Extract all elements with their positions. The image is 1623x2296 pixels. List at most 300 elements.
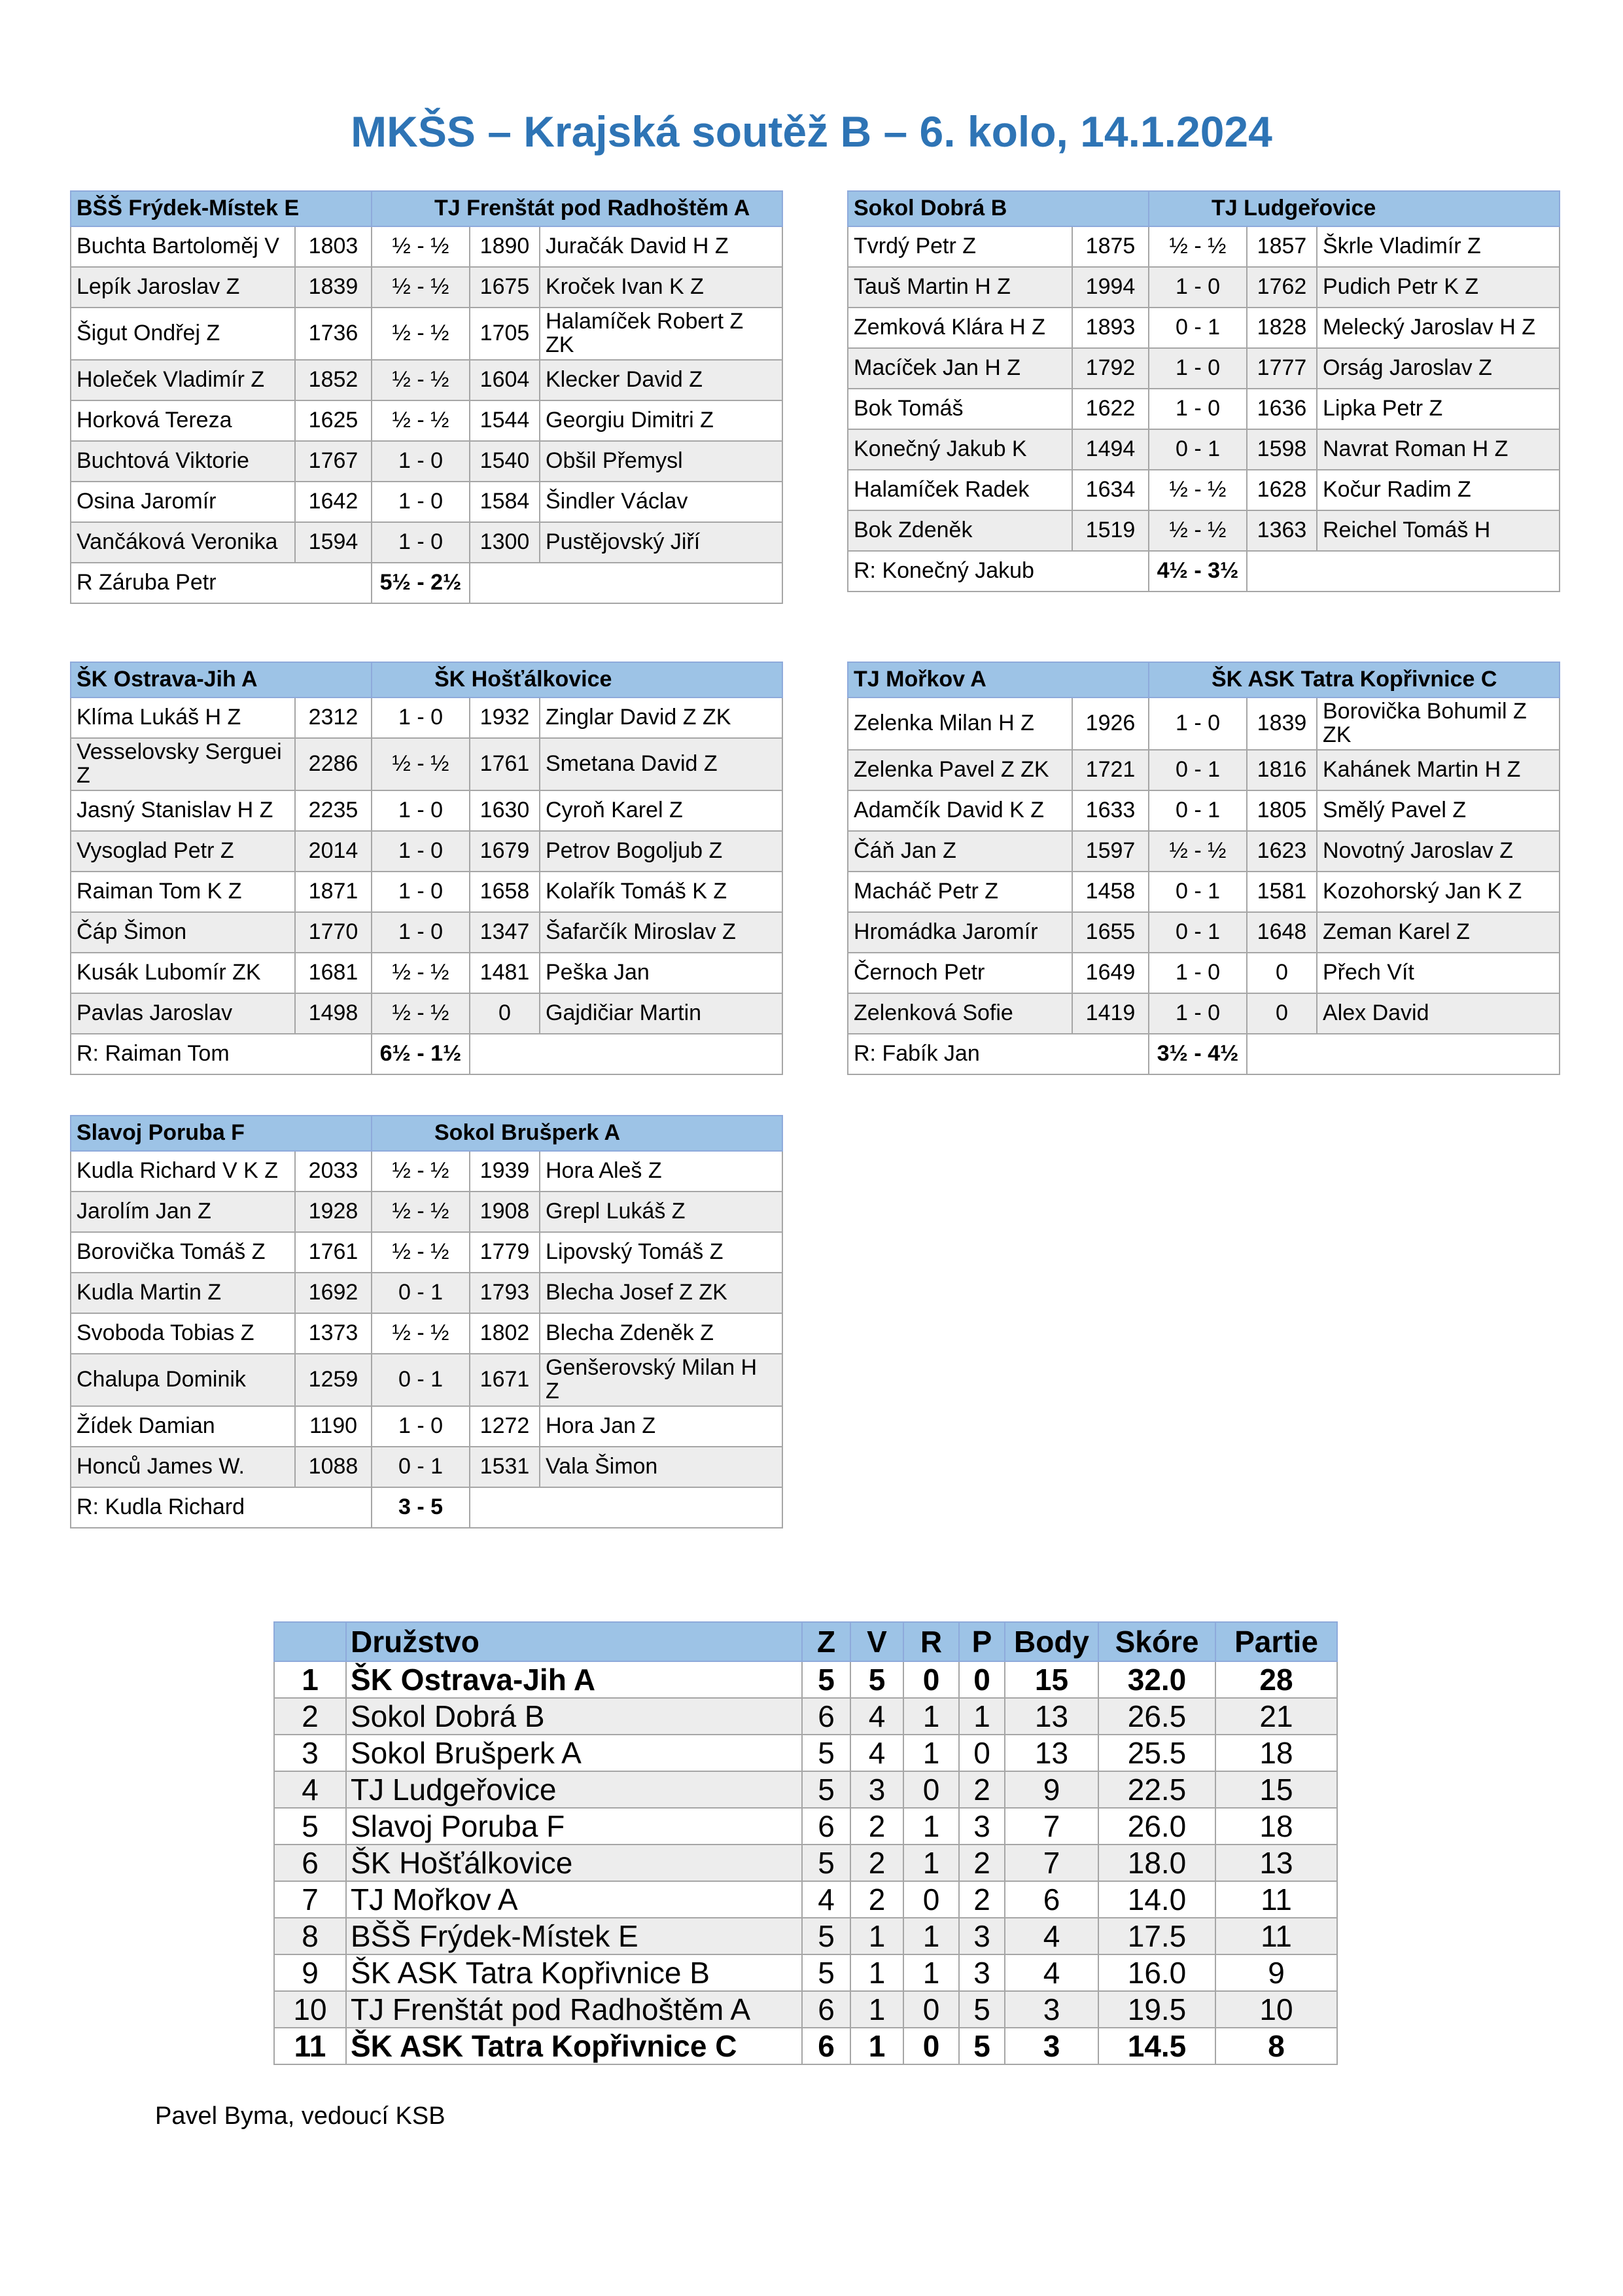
away-player: Georgiu Dimitri Z — [540, 400, 782, 441]
away-player: Pustějovský Jiří — [540, 522, 782, 563]
away-player: Grepl Lukáš Z — [540, 1192, 782, 1232]
home-player: Čáň Jan Z — [848, 831, 1072, 872]
draws: 0 — [903, 1991, 959, 2028]
board-row — [848, 308, 1560, 348]
team-name: ŠK ASK Tatra Kopřivnice B — [346, 1954, 802, 1991]
board-result: ½ - ½ — [372, 308, 470, 360]
board-row — [848, 389, 1560, 429]
match-header-row — [848, 662, 1560, 698]
home-rating: 1519 — [1072, 510, 1149, 551]
home-rating: 1875 — [1072, 226, 1149, 267]
home-rating: 2014 — [295, 831, 372, 872]
board-row — [71, 441, 782, 482]
away-player: Kolařík Tomáš K Z — [540, 872, 782, 912]
away-player: Kočur Radim Z — [1317, 470, 1560, 510]
away-rating: 1857 — [1247, 226, 1317, 267]
board-result: 1 - 0 — [372, 790, 470, 831]
score: 25.5 — [1098, 1735, 1215, 1771]
away-rating: 1793 — [470, 1273, 540, 1313]
home-player: Zelenka Milan H Z — [848, 698, 1072, 750]
board-row — [848, 872, 1560, 912]
board-result: ½ - ½ — [1149, 831, 1247, 872]
board-result: 0 - 1 — [1149, 308, 1247, 348]
losses: 3 — [959, 1918, 1005, 1954]
away-player: Kahánek Martin H Z — [1317, 750, 1560, 790]
match-header-row — [71, 191, 782, 226]
home-player: Jasný Stanislav H Z — [71, 790, 295, 831]
away-player: Petrov Bogoljub Z — [540, 831, 782, 872]
board-result: 0 - 1 — [1149, 912, 1247, 953]
away-player: Pudich Petr K Z — [1317, 267, 1560, 308]
team-rank: 8 — [274, 1918, 346, 1954]
away-player: Melecký Jaroslav H Z — [1317, 308, 1560, 348]
home-rating: 2235 — [295, 790, 372, 831]
points: 13 — [1005, 1735, 1098, 1771]
home-player: Tauš Martin H Z — [848, 267, 1072, 308]
board-result: ½ - ½ — [372, 1232, 470, 1273]
away-player: Navrat Roman H Z — [1317, 429, 1560, 470]
match-footer-row — [71, 1034, 782, 1074]
games: 28 — [1215, 1661, 1337, 1698]
home-rating: 1458 — [1072, 872, 1149, 912]
home-player: Kudla Martin Z — [71, 1273, 295, 1313]
away-rating: 1630 — [470, 790, 540, 831]
away-player: Šindler Václav — [540, 482, 782, 522]
home-rating: 2312 — [295, 698, 372, 738]
home-player: Chalupa Dominik — [71, 1354, 295, 1406]
away-team-name: TJ Ludgeřovice — [1149, 191, 1560, 226]
away-rating: 1540 — [470, 441, 540, 482]
points: 15 — [1005, 1661, 1098, 1698]
board-row — [71, 522, 782, 563]
losses: 2 — [959, 1771, 1005, 1808]
away-player: Hora Aleš Z — [540, 1151, 782, 1192]
losses: 1 — [959, 1698, 1005, 1735]
team-name: Slavoj Poruba F — [346, 1808, 802, 1845]
games: 11 — [1215, 1918, 1337, 1954]
wins: 2 — [850, 1845, 903, 1881]
away-rating: 1604 — [470, 360, 540, 400]
wins: 1 — [850, 1918, 903, 1954]
wins: 1 — [850, 1991, 903, 2028]
match-total: 4½ - 3½ — [1149, 551, 1247, 592]
away-rating: 1481 — [470, 953, 540, 993]
away-rating: 1584 — [470, 482, 540, 522]
team-name: TJ Mořkov A — [346, 1881, 802, 1918]
away-player: Alex David — [1317, 993, 1560, 1034]
home-player: Raiman Tom K Z — [71, 872, 295, 912]
board-row — [71, 1313, 782, 1354]
board-result: 1 - 0 — [372, 831, 470, 872]
board-result: 1 - 0 — [1149, 953, 1247, 993]
home-player: Macháč Petr Z — [848, 872, 1072, 912]
away-rating: 1300 — [470, 522, 540, 563]
match-footer-row — [71, 563, 782, 603]
match-table — [70, 190, 783, 604]
points: 3 — [1005, 1991, 1098, 2028]
home-rating: 1498 — [295, 993, 372, 1034]
board-row — [71, 1406, 782, 1447]
wins: 5 — [850, 1661, 903, 1698]
away-rating: 1671 — [470, 1354, 540, 1406]
home-player: Buchtová Viktorie — [71, 441, 295, 482]
wins: 3 — [850, 1771, 903, 1808]
home-player: Bok Zdeněk — [848, 510, 1072, 551]
board-row — [71, 831, 782, 872]
score-header: Skóre — [1098, 1622, 1215, 1661]
board-result: 1 - 0 — [372, 872, 470, 912]
team-rank: 4 — [274, 1771, 346, 1808]
points: 3 — [1005, 2028, 1098, 2064]
draws: 0 — [903, 1881, 959, 1918]
wins-header: V — [850, 1622, 903, 1661]
board-row — [71, 993, 782, 1034]
home-player: Holeček Vladimír Z — [71, 360, 295, 400]
draws: 0 — [903, 1771, 959, 1808]
board-result: 1 - 0 — [372, 482, 470, 522]
team-header: Družstvo — [346, 1622, 802, 1661]
board-row — [848, 698, 1560, 750]
home-rating: 2033 — [295, 1151, 372, 1192]
board-result: ½ - ½ — [372, 738, 470, 790]
games: 8 — [1215, 2028, 1337, 2064]
played: 5 — [802, 1661, 850, 1698]
score: 32.0 — [1098, 1661, 1215, 1698]
draws: 1 — [903, 1808, 959, 1845]
board-row — [71, 226, 782, 267]
away-player: Halamíček Robert Z ZK — [540, 308, 782, 360]
board-row — [71, 738, 782, 790]
home-rating: 1761 — [295, 1232, 372, 1273]
home-team-name: TJ Mořkov A — [848, 662, 1149, 698]
board-result: ½ - ½ — [1149, 470, 1247, 510]
home-player: Šigut Ondřej Z — [71, 308, 295, 360]
away-rating: 1932 — [470, 698, 540, 738]
board-row — [848, 790, 1560, 831]
team-rank: 10 — [274, 1991, 346, 2028]
board-row — [71, 1151, 782, 1192]
board-row — [71, 1192, 782, 1232]
score: 26.0 — [1098, 1808, 1215, 1845]
team-name: ŠK Ostrava-Jih A — [346, 1661, 802, 1698]
away-player: Kroček Ivan K Z — [540, 267, 782, 308]
home-player: Lepík Jaroslav Z — [71, 267, 295, 308]
board-result: ½ - ½ — [372, 1313, 470, 1354]
played: 5 — [802, 1918, 850, 1954]
losses: 5 — [959, 2028, 1005, 2064]
team-rank: 6 — [274, 1845, 346, 1881]
points: 13 — [1005, 1698, 1098, 1735]
wins: 1 — [850, 1954, 903, 1991]
board-result: 1 - 0 — [372, 441, 470, 482]
footer-blank — [470, 1487, 782, 1528]
board-row — [71, 308, 782, 360]
away-rating: 0 — [1247, 993, 1317, 1034]
games: 18 — [1215, 1808, 1337, 1845]
points: 9 — [1005, 1771, 1098, 1808]
board-row — [71, 790, 782, 831]
footer-blank — [1247, 1034, 1560, 1074]
footer-blank — [470, 1034, 782, 1074]
board-row — [848, 750, 1560, 790]
draws: 1 — [903, 1918, 959, 1954]
board-row — [848, 470, 1560, 510]
board-row — [71, 912, 782, 953]
games-header: Partie — [1215, 1622, 1337, 1661]
points: 4 — [1005, 1954, 1098, 1991]
board-row — [848, 831, 1560, 872]
referee: R: Fabík Jan — [848, 1034, 1149, 1074]
board-result: 1 - 0 — [372, 1406, 470, 1447]
away-rating: 1761 — [470, 738, 540, 790]
away-rating: 1658 — [470, 872, 540, 912]
board-result: 1 - 0 — [372, 522, 470, 563]
home-rating: 1893 — [1072, 308, 1149, 348]
board-row — [71, 872, 782, 912]
draws-header: R — [903, 1622, 959, 1661]
home-rating: 1926 — [1072, 698, 1149, 750]
home-player: Zelenka Pavel Z ZK — [848, 750, 1072, 790]
home-rating: 1088 — [295, 1447, 372, 1487]
played: 5 — [802, 1845, 850, 1881]
home-rating: 1642 — [295, 482, 372, 522]
away-player: Škrle Vladimír Z — [1317, 226, 1560, 267]
played: 6 — [802, 2028, 850, 2064]
standings-row — [274, 1881, 1337, 1918]
home-player: Adamčík David K Z — [848, 790, 1072, 831]
away-player: Zeman Karel Z — [1317, 912, 1560, 953]
board-result: 0 - 1 — [372, 1273, 470, 1313]
home-rating: 1259 — [295, 1354, 372, 1406]
home-player: Černoch Petr — [848, 953, 1072, 993]
team-rank: 1 — [274, 1661, 346, 1698]
team-rank: 5 — [274, 1808, 346, 1845]
match-header-row — [71, 1116, 782, 1151]
away-player: Smělý Pavel Z — [1317, 790, 1560, 831]
home-player: Horková Tereza — [71, 400, 295, 441]
board-row — [71, 1273, 782, 1313]
board-result: 1 - 0 — [1149, 348, 1247, 389]
board-row — [71, 1354, 782, 1406]
match-total: 5½ - 2½ — [372, 563, 470, 603]
home-rating: 1373 — [295, 1313, 372, 1354]
standings-row — [274, 1661, 1337, 1698]
away-rating: 1777 — [1247, 348, 1317, 389]
standings-row — [274, 1954, 1337, 1991]
team-name: ŠK Hošťálkovice — [346, 1845, 802, 1881]
team-name: Sokol Brušperk A — [346, 1735, 802, 1771]
board-result: 1 - 0 — [1149, 389, 1247, 429]
team-name: ŠK ASK Tatra Kopřivnice C — [346, 2028, 802, 2064]
away-rating: 1531 — [470, 1447, 540, 1487]
team-rank: 11 — [274, 2028, 346, 2064]
away-team-name: ŠK ASK Tatra Kopřivnice C — [1149, 662, 1560, 698]
home-rating: 1736 — [295, 308, 372, 360]
standings-row — [274, 1698, 1337, 1735]
away-rating: 1347 — [470, 912, 540, 953]
standings-row — [274, 1918, 1337, 1954]
score: 14.5 — [1098, 2028, 1215, 2064]
away-player: Zinglar David Z ZK — [540, 698, 782, 738]
match-footer-row — [848, 1034, 1560, 1074]
board-row — [71, 953, 782, 993]
standings-header-row — [274, 1622, 1337, 1661]
away-rating: 1623 — [1247, 831, 1317, 872]
home-rating: 1770 — [295, 912, 372, 953]
board-result: 0 - 1 — [1149, 790, 1247, 831]
board-result: 1 - 0 — [372, 698, 470, 738]
wins: 2 — [850, 1881, 903, 1918]
home-rating: 2286 — [295, 738, 372, 790]
away-player: Gajdičiar Martin — [540, 993, 782, 1034]
away-rating: 1828 — [1247, 308, 1317, 348]
home-rating: 1634 — [1072, 470, 1149, 510]
match-total: 3 - 5 — [372, 1487, 470, 1528]
away-rating: 1890 — [470, 226, 540, 267]
team-rank: 7 — [274, 1881, 346, 1918]
losses: 0 — [959, 1735, 1005, 1771]
games: 21 — [1215, 1698, 1337, 1735]
score: 22.5 — [1098, 1771, 1215, 1808]
team-name: TJ Frenštát pod Radhoštěm A — [346, 1991, 802, 2028]
home-player: Svoboda Tobias Z — [71, 1313, 295, 1354]
away-rating: 1636 — [1247, 389, 1317, 429]
away-player: Peška Jan — [540, 953, 782, 993]
points: 6 — [1005, 1881, 1098, 1918]
rank-header — [274, 1622, 346, 1661]
board-result: 1 - 0 — [1149, 698, 1247, 750]
team-name: BŠŠ Frýdek-Místek E — [346, 1918, 802, 1954]
referee: R Záruba Petr — [71, 563, 372, 603]
away-rating: 1628 — [1247, 470, 1317, 510]
away-rating: 1779 — [470, 1232, 540, 1273]
home-player: Pavlas Jaroslav — [71, 993, 295, 1034]
standings-row — [274, 1991, 1337, 2028]
score: 19.5 — [1098, 1991, 1215, 2028]
away-player: Šafarčík Miroslav Z — [540, 912, 782, 953]
away-rating: 1705 — [470, 308, 540, 360]
standings-table — [273, 1621, 1338, 2065]
board-result: ½ - ½ — [1149, 226, 1247, 267]
losses: 2 — [959, 1845, 1005, 1881]
home-player: Buchta Bartoloměj V — [71, 226, 295, 267]
home-player: Borovička Tomáš Z — [71, 1232, 295, 1273]
points-header: Body — [1005, 1622, 1098, 1661]
board-result: 1 - 0 — [1149, 993, 1247, 1034]
home-player: Kudla Richard V K Z — [71, 1151, 295, 1192]
games: 15 — [1215, 1771, 1337, 1808]
games: 18 — [1215, 1735, 1337, 1771]
board-result: ½ - ½ — [372, 400, 470, 441]
board-result: ½ - ½ — [372, 360, 470, 400]
away-player: Orság Jaroslav Z — [1317, 348, 1560, 389]
away-rating: 1816 — [1247, 750, 1317, 790]
home-team-name: ŠK Ostrava-Jih A — [71, 662, 372, 698]
match-header-row — [848, 191, 1560, 226]
board-row — [71, 400, 782, 441]
home-player: Žídek Damian — [71, 1406, 295, 1447]
home-rating: 1692 — [295, 1273, 372, 1313]
away-rating: 1939 — [470, 1151, 540, 1192]
home-player: Zelenková Sofie — [848, 993, 1072, 1034]
board-row — [848, 912, 1560, 953]
board-result: 0 - 1 — [1149, 872, 1247, 912]
points: 7 — [1005, 1845, 1098, 1881]
away-rating: 1908 — [470, 1192, 540, 1232]
board-row — [848, 429, 1560, 470]
match-total: 3½ - 4½ — [1149, 1034, 1247, 1074]
home-player: Hromádka Jaromír — [848, 912, 1072, 953]
board-result: ½ - ½ — [372, 1192, 470, 1232]
board-result: 1 - 0 — [372, 912, 470, 953]
away-player: Lipovský Tomáš Z — [540, 1232, 782, 1273]
board-row — [848, 953, 1560, 993]
team-name: TJ Ludgeřovice — [346, 1771, 802, 1808]
wins: 4 — [850, 1735, 903, 1771]
standings-row — [274, 1845, 1337, 1881]
away-team-name: TJ Frenštát pod Radhoštěm A — [372, 191, 782, 226]
board-row — [848, 510, 1560, 551]
away-player: Klecker David Z — [540, 360, 782, 400]
team-rank: 9 — [274, 1954, 346, 1991]
home-player: Vančáková Veronika — [71, 522, 295, 563]
played: 5 — [802, 1954, 850, 1991]
score: 18.0 — [1098, 1845, 1215, 1881]
home-rating: 1767 — [295, 441, 372, 482]
played: 6 — [802, 1808, 850, 1845]
home-rating: 1871 — [295, 872, 372, 912]
team-name: Sokol Dobrá B — [346, 1698, 802, 1735]
home-player: Osina Jaromír — [71, 482, 295, 522]
losses: 3 — [959, 1954, 1005, 1991]
board-row — [848, 267, 1560, 308]
wins: 4 — [850, 1698, 903, 1735]
home-player: Čáp Šimon — [71, 912, 295, 953]
home-player: Jarolím Jan Z — [71, 1192, 295, 1232]
match-total: 6½ - 1½ — [372, 1034, 470, 1074]
footer-blank — [470, 563, 782, 603]
away-rating: 1802 — [470, 1313, 540, 1354]
team-rank: 2 — [274, 1698, 346, 1735]
draws: 1 — [903, 1845, 959, 1881]
played: 6 — [802, 1991, 850, 2028]
board-row — [71, 698, 782, 738]
board-row — [848, 226, 1560, 267]
away-team-name: Sokol Brušperk A — [372, 1116, 782, 1151]
away-rating: 1544 — [470, 400, 540, 441]
wins: 2 — [850, 1808, 903, 1845]
home-player: Vysoglad Petr Z — [71, 831, 295, 872]
match-table — [70, 662, 783, 1075]
score: 16.0 — [1098, 1954, 1215, 1991]
away-player: Cyroň Karel Z — [540, 790, 782, 831]
home-rating: 1649 — [1072, 953, 1149, 993]
standings-row — [274, 2028, 1337, 2064]
home-team-name: BŠŠ Frýdek-Místek E — [71, 191, 372, 226]
home-rating: 1803 — [295, 226, 372, 267]
score: 26.5 — [1098, 1698, 1215, 1735]
home-rating: 1994 — [1072, 267, 1149, 308]
home-player: Tvrdý Petr Z — [848, 226, 1072, 267]
home-rating: 1721 — [1072, 750, 1149, 790]
wins: 1 — [850, 2028, 903, 2064]
home-player: Bok Tomáš — [848, 389, 1072, 429]
standings-row — [274, 1771, 1337, 1808]
board-row — [848, 993, 1560, 1034]
away-rating: 1839 — [1247, 698, 1317, 750]
home-rating: 1597 — [1072, 831, 1149, 872]
home-rating: 1190 — [295, 1406, 372, 1447]
